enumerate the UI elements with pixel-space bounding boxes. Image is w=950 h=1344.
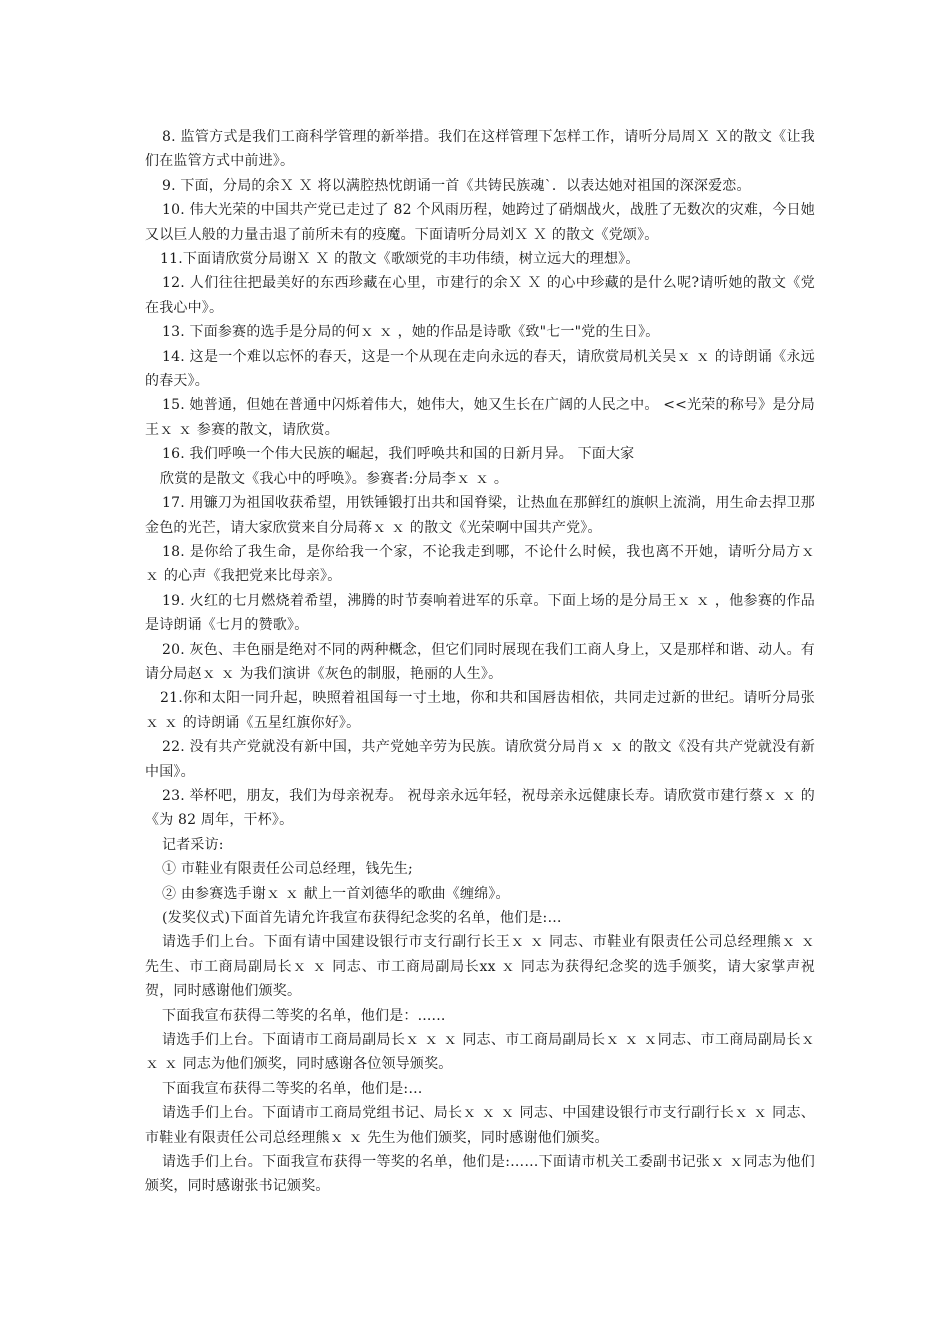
second-prize-announcement-2: 下面我宣布获得二等奖的名单，他们是:… xyxy=(162,1080,423,1097)
paragraph-16-continued: 欣赏的是散文《我心中的呼唤》。参赛者:分局李ｘ ｘ 。 xyxy=(160,470,509,487)
paragraph-17: 17. 用镰刀为祖国收获希望，用铁锤锻打出共和国脊梁，让热血在那鲜红的旗帜上流淌，用生命去捍卫那金色的光芒，请大家欣赏来自分局蒋ｘ ｘ 的散文《光荣啊中国共产党》。 xyxy=(145,495,815,536)
paragraph-16: 16. 我们呼唤一个伟大民族的崛起，我们呼唤共和国的日新月异。 下面大家 xyxy=(162,446,635,463)
award-ceremony-intro: (发奖仪式)下面首先请允许我宣布获得纪念奖的名单，他们是:… xyxy=(162,910,562,926)
reporter-interview-heading: 记者采访: xyxy=(162,836,224,853)
document-body xyxy=(145,125,815,1199)
second-prize-presenters-1: 请选手们上台。下面请市工商局副局长ｘ ｘ ｘ 同志、市工商局副局长ｘ ｘ ｘ同志、市工商局副局长ｘ ｘ ｘ 同志为他们颁奖，同时感谢各位领导颁奖。 xyxy=(145,1032,815,1073)
paragraph-11: 11.下面请欣赏分局谢Ｘ Ｘ 的散文《歌颂党的丰功伟绩，树立远大的理想》。 xyxy=(160,251,640,268)
paragraph-18: 18. 是你给了我生命，是你给我一个家，不论我走到哪，不论什么时候，我也离不开她，请听分局方ｘ ｘ 的心声《我把党来比母亲》。 xyxy=(145,543,815,585)
paragraph-23: 23. 举杯吧，朋友，我们为母亲祝寿。 祝母亲永远年轻，祝母亲永远健康长寿。请欣赏市建行蔡ｘ ｘ 的《为 82 周年，干杯》。 xyxy=(145,787,815,829)
second-prize-presenters-2: 请选手们上台。下面请市工商局党组书记、局长ｘ ｘ ｘ 同志、中国建设银行市支行副行长ｘ ｘ 同志、市鞋业有限责任公司总经理熊ｘ ｘ 先生为他们颁奖，同时感谢他们颁奖。 xyxy=(145,1105,815,1146)
interview-item-1: ① 市鞋业有限责任公司总经理，钱先生; xyxy=(162,861,413,878)
paragraph-20: 20. 灰色、丰色丽是绝对不同的两种概念，但它们同时展现在我们工商人身上，又是那样和谐、动人。有请分局赵ｘ ｘ 为我们演讲《灰色的制服，艳丽的人生》。 xyxy=(145,641,815,682)
paragraph-14: 14. 这是一个难以忘怀的春天，这是一个从现在走向永远的春天，请欣赏局机关吴ｘ ｘ 的诗朗诵《永远的春天》。 xyxy=(145,348,815,390)
interview-item-2: ② 由参赛选手谢ｘ ｘ 献上一首刘德华的歌曲《缠绵》。 xyxy=(162,885,510,902)
paragraph-19: 19. 火红的七月燃烧着希望，沸腾的时节奏响着进军的乐章。下面上场的是分局王ｘ ｘ ，他参赛的作品是诗朗诵《七月的赞歌》。 xyxy=(145,592,815,634)
first-prize-announcement: 请选手们上台。下面我宣布获得一等奖的名单，他们是:……下面请市机关工委副书记张ｘ ｘ同志为他们颁奖，同时感谢张书记颁奖。 xyxy=(145,1154,815,1195)
paragraph-8: 8. 监管方式是我们工商科学管理的新举措。我们在这样管理下怎样工作，请听分局周Ｘ Ｘ的散文《让我们在监管方式中前进》。 xyxy=(145,129,815,170)
paragraph-13: 13. 下面参赛的选手是分局的何ｘ ｘ ，她的作品是诗歌《致"七一"党的生日》。 xyxy=(162,324,660,341)
paragraph-9: 9. 下面，分局的余Ｘ Ｘ 将以满腔热忱朗诵一首《共铸民族魂`．以表达她对祖国的深深爱恋。 xyxy=(162,177,751,194)
paragraph-10: 10. 伟大光荣的中国共产党已走过了 82 个风雨历程，她跨过了硝烟战火，战胜了无数次的灾难，今日她又以巨人般的力量击退了前所未有的疫魔。下面请听分局刘Ｘ Ｘ 的散文《党颂》。 xyxy=(145,202,815,243)
paragraph-22: 22. 没有共产党就没有新中国，共产党她辛劳为民族。请欣赏分局肖ｘ ｘ 的散文《没有共产党就没有新中国》。 xyxy=(145,739,815,780)
second-prize-announcement-1: 下面我宣布获得二等奖的名单，他们是：...... xyxy=(162,1007,446,1024)
paragraph-21: 21.你和太阳一同升起，映照着祖国每一寸土地，你和共和国唇齿相依，共同走过新的世纪。请听分局张ｘ ｘ 的诗朗诵《五星红旗你好》。 xyxy=(145,690,815,731)
paragraph-12: 12. 人们往往把最美好的东西珍藏在心里，市建行的余Ｘ Ｘ 的心中珍藏的是什么呢?请听她的散文《党在我心中》。 xyxy=(145,275,815,316)
commemorative-award-presenters: 请选手们上台。下面有请中国建设银行市支行副行长王ｘ ｘ 同志、市鞋业有限责任公司总经理熊ｘ ｘ 先生、市工商局副局长ｘ ｘ 同志、市工商局副局长xx ｘ 同志为获得纪念奖的选手颁奖，请大家掌声祝贺，同时感谢他们颁奖。 xyxy=(145,934,815,1000)
paragraph-15: 15. 她普通，但她在普通中闪烁着伟大，她伟大，她又生长在广阔的人民之中。 <<光荣的称号》是分局王ｘ ｘ 参赛的散文，请欣赏。 xyxy=(145,397,815,438)
